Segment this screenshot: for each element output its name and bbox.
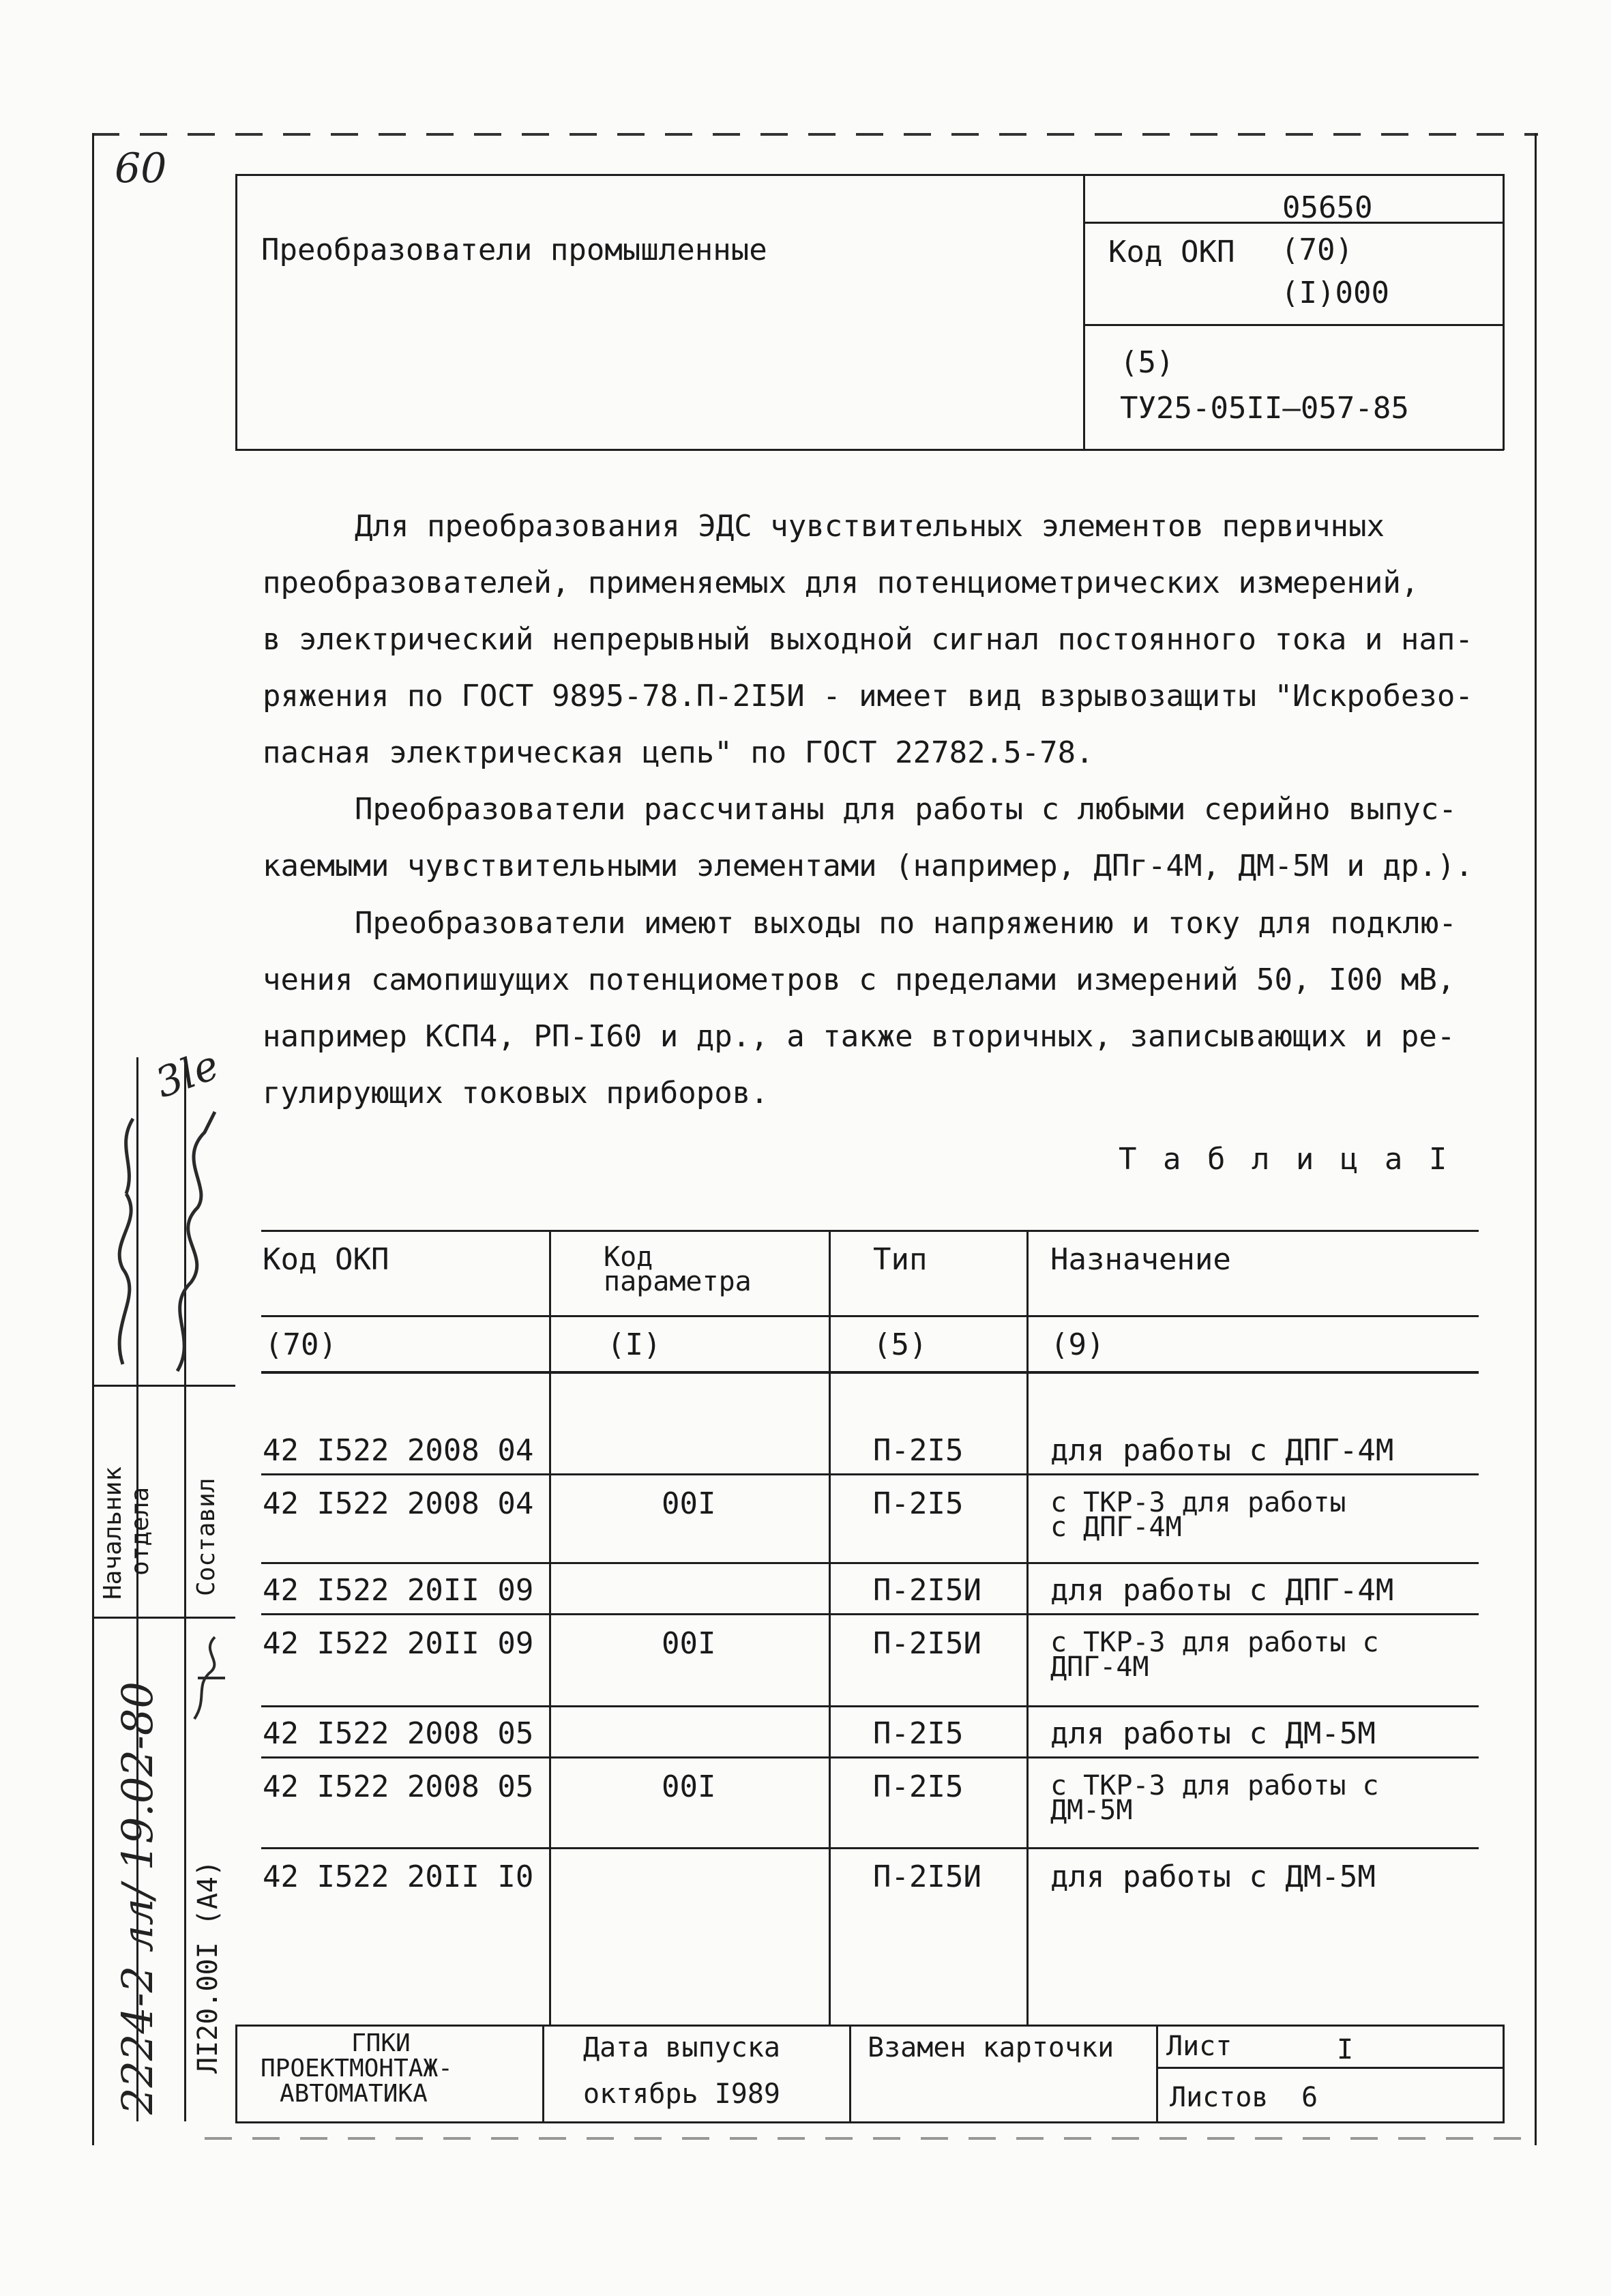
table-row-4-param: 00I xyxy=(662,1626,716,1661)
margin-dept-head-1: Начальник xyxy=(99,1466,127,1600)
table-col-line-3 xyxy=(1026,1230,1029,2026)
footer-top-line xyxy=(235,2025,1504,2027)
p2-line-2: каемыми чувствительными элементами (например, ДПг-4М, ДМ-5М и др.). xyxy=(263,849,1473,883)
footer-sheets-label: Листов xyxy=(1170,2082,1269,2113)
header-title: Преобразователи промышленные xyxy=(261,233,767,267)
tu-prefix: (5) xyxy=(1120,345,1174,380)
header-left-line xyxy=(235,174,237,450)
paragraph-2 xyxy=(263,781,1473,894)
footer-bottom-line xyxy=(235,2121,1504,2123)
table-row-2-type: П-2I5 xyxy=(873,1486,964,1521)
header-tu-line xyxy=(1083,324,1504,326)
p1-line-3: в электрический непрерывный выходной сигнал постоянного тока и нап- xyxy=(263,622,1473,657)
p2-line-1: Преобразователи рассчитаны для работы с любыми серийно выпус- xyxy=(355,792,1457,827)
th-code-type: (5) xyxy=(873,1327,928,1362)
p3-line-3: например КСП4, РП-I60 и др., а также вторичных, записывающих и ре- xyxy=(263,1019,1455,1054)
table-codes-line xyxy=(261,1371,1479,1374)
table-row-2-purpose-2: с ДПГ-4М xyxy=(1050,1512,1182,1543)
okp-label: Код ОКП xyxy=(1108,235,1235,269)
tu-number: ТУ25-05II—057-85 xyxy=(1120,391,1409,426)
top-border xyxy=(92,133,1538,136)
footer-date-label: Дата выпуска xyxy=(583,2032,780,2063)
table-col-line-2 xyxy=(829,1230,831,2026)
footer-sheet-line xyxy=(1156,2067,1504,2069)
table-row-3-okp: 42 I522 20II 09 xyxy=(263,1573,534,1608)
table-row-6-param: 00I xyxy=(662,1769,716,1804)
header-top-line xyxy=(235,174,1504,176)
margin-dept-head-2: отдела xyxy=(126,1486,154,1576)
p3-line-1: Преобразователи имеют выходы по напряжению и току для подклю- xyxy=(355,906,1457,941)
table-row-5-okp: 42 I522 2008 05 xyxy=(263,1716,534,1751)
table-top-line xyxy=(261,1230,1479,1232)
p1-line-4: ряжения по ГОСТ 9895-78.П-2I5И - имеет вид взрывозащиты "Искробезо- xyxy=(263,679,1473,713)
left-border xyxy=(92,133,94,2145)
table-row-6-okp: 42 I522 2008 05 xyxy=(263,1769,534,1804)
p3-line-2: чения самопишущих потенциометров с пределами измерений 50, I00 мВ, xyxy=(263,962,1455,997)
p1-line-1: Для преобразования ЭДС чувствительных элементов первичных xyxy=(355,509,1385,544)
p1-line-2: преобразователей, применяемых для потенциометрических измерений, xyxy=(263,565,1419,600)
margin-handwritten-note: 2224-2 лл/ 19.02-80 xyxy=(113,1681,162,2115)
bottom-border xyxy=(205,2137,1535,2140)
footer-left-line xyxy=(235,2025,237,2123)
table-row-6-purpose-1: с ТКР-3 для работы с xyxy=(1050,1770,1379,1801)
table-row-6-purpose-2: ДМ-5М xyxy=(1050,1795,1133,1826)
margin-row-line-2 xyxy=(92,1617,235,1619)
footer-org-2: ПРОЕКТМОНТАЖ- xyxy=(261,2055,453,2082)
right-border xyxy=(1535,133,1537,2145)
p1-line-5: пасная электрическая цепь" по ГОСТ 22782.5-78. xyxy=(263,735,1094,770)
header-code-top: 05650 xyxy=(1282,190,1373,225)
footer-replaces-label: Взамен карточки xyxy=(868,2032,1114,2063)
table-row-4-okp: 42 I522 20II 09 xyxy=(263,1626,534,1661)
footer-div-2 xyxy=(849,2025,851,2123)
th-code-okp: (70) xyxy=(265,1327,337,1362)
footer-org-3: АВТОМАТИКА xyxy=(280,2080,428,2108)
table-row-1-okp: 42 I522 2008 04 xyxy=(263,1433,534,1468)
table-row-3-type: П-2I5И xyxy=(873,1573,981,1608)
table-row-5-purpose: для работы с ДМ-5М xyxy=(1050,1716,1376,1751)
table-header-line xyxy=(261,1315,1479,1317)
header-right-line xyxy=(1503,174,1505,450)
table-row-7-purpose: для работы с ДМ-5М xyxy=(1050,1859,1376,1894)
table-row-7-okp: 42 I522 20II I0 xyxy=(263,1859,534,1894)
row-line-2 xyxy=(261,1562,1479,1564)
table-row-6-type: П-2I5 xyxy=(873,1769,964,1804)
footer-date-value: октябрь I989 xyxy=(583,2078,780,2110)
th-purpose: Назначение xyxy=(1050,1242,1231,1277)
footer-sheet-label: Лист xyxy=(1166,2031,1232,2062)
footer-div-3 xyxy=(1156,2025,1158,2123)
footer-sheets-value: 6 xyxy=(1301,2082,1318,2113)
row-line-4 xyxy=(261,1705,1479,1707)
footer-right-line xyxy=(1503,2025,1505,2123)
table-row-2-purpose-1: с ТКР-3 для работы xyxy=(1050,1487,1346,1518)
th-code-purpose: (9) xyxy=(1050,1327,1105,1362)
header-divider xyxy=(1083,174,1085,450)
footer-org-1: ГПКИ xyxy=(351,2029,411,2057)
table-row-1-type: П-2I5 xyxy=(873,1433,964,1468)
page-number: 60 xyxy=(115,145,167,192)
okp-value-1: (70) xyxy=(1281,233,1353,267)
th-type: Тип xyxy=(873,1242,928,1277)
table-row-4-purpose-2: ДПГ-4М xyxy=(1050,1651,1149,1683)
th-code-param: (I) xyxy=(607,1327,662,1362)
row-line-5 xyxy=(261,1756,1479,1758)
table-row-2-param: 00I xyxy=(662,1486,716,1521)
table-caption: Т а б л и ц а I xyxy=(1119,1142,1451,1177)
table-row-2-okp: 42 I522 2008 04 xyxy=(263,1486,534,1521)
table-row-1-purpose: для работы с ДПГ-4М xyxy=(1050,1433,1394,1468)
paragraph-3 xyxy=(263,895,1457,1121)
table-row-4-type: П-2I5И xyxy=(873,1626,981,1661)
table-row-5-type: П-2I5 xyxy=(873,1716,964,1751)
th-param: Код параметра xyxy=(604,1241,752,1297)
table-row-7-type: П-2I5И xyxy=(873,1859,981,1894)
okp-value-2: (I)000 xyxy=(1281,276,1389,310)
table-col-line-1 xyxy=(549,1230,551,2026)
margin-initials xyxy=(188,1630,235,1726)
footer-sheet-value: I xyxy=(1337,2034,1354,2065)
margin-handwritten-number: 3lе xyxy=(149,1041,226,1108)
table-row-4-purpose-1: с ТКР-3 для работы с xyxy=(1050,1627,1379,1658)
paragraph-1 xyxy=(263,498,1473,781)
margin-form-code: ЛI20.00I (А4) xyxy=(192,1859,224,2074)
row-line-3 xyxy=(261,1613,1479,1615)
footer-div-1 xyxy=(542,2025,544,2123)
margin-compiled: Составил xyxy=(192,1477,220,1596)
row-line-1 xyxy=(261,1473,1479,1475)
table-row-3-purpose: для работы с ДПГ-4М xyxy=(1050,1573,1394,1608)
p3-line-4: гулирующих токовых приборов. xyxy=(263,1076,769,1110)
row-line-6 xyxy=(261,1847,1479,1849)
signatures xyxy=(95,1064,246,1392)
header-bottom-line xyxy=(235,449,1504,451)
th-okp: Код ОКП xyxy=(263,1242,389,1277)
